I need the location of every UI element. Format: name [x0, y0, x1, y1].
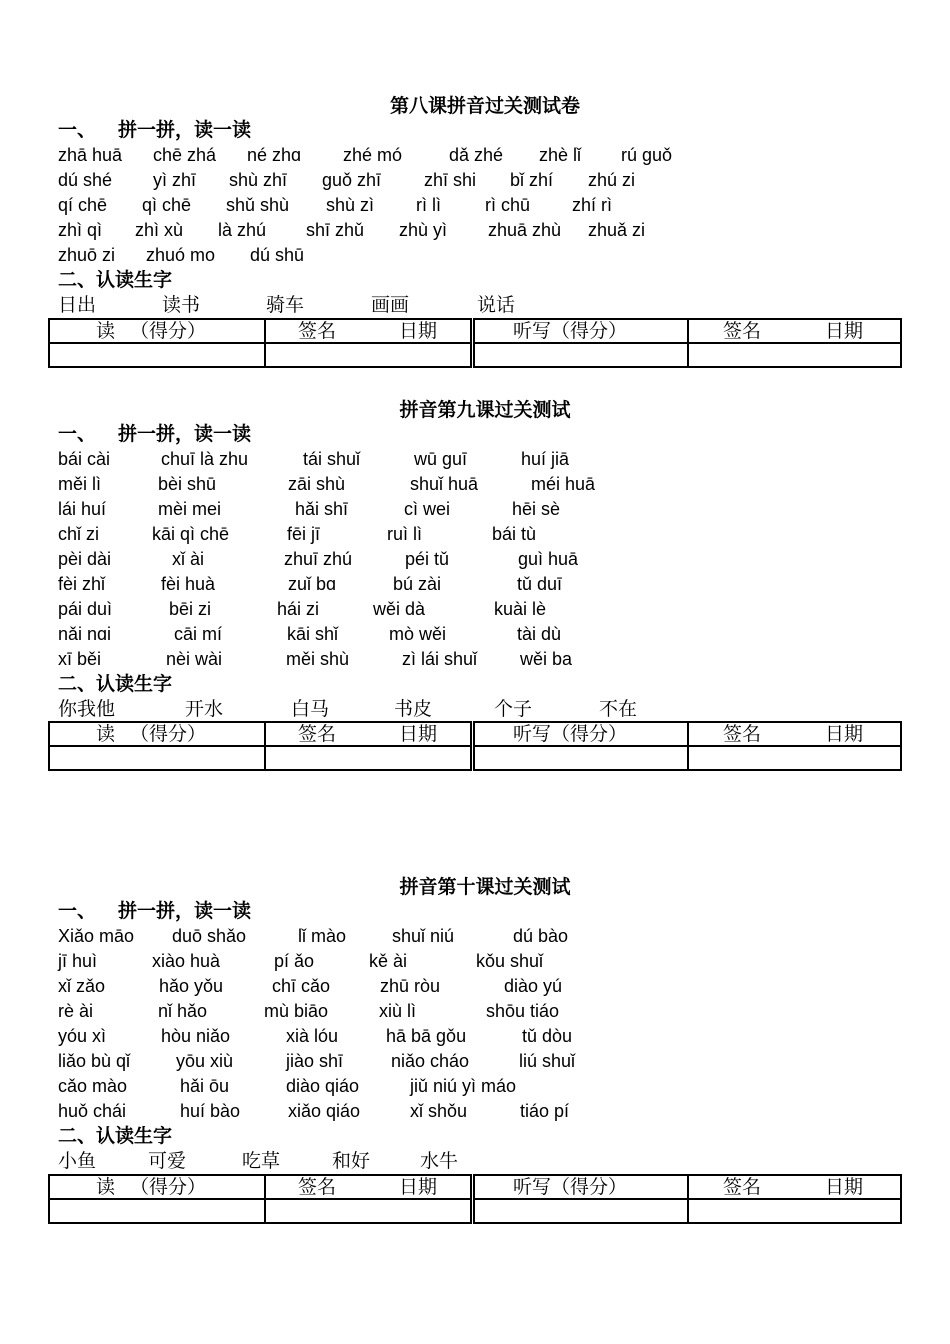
lesson-9-part1-heading: 一、 拼一拼，读一读 [58, 423, 252, 445]
pinyin-row: zhā huā chē zhá né zhɑ zhé mó dǎ zhé zhè lǐ rú guǒ [58, 145, 673, 165]
pinyin-row: jī huì xiào huà pí ǎo kě ài kǒu shuǐ [58, 951, 544, 971]
lesson-8-score-table [48, 318, 902, 368]
lesson-9-title: 拼音第九课过关测试 [399, 399, 571, 421]
pinyin-row: rè ài nǐ hǎo mù biāo xiù lì shōu tiáo [58, 1001, 560, 1021]
score-table-blank-row [49, 343, 901, 367]
lesson-8-section [58, 94, 902, 318]
pinyin-row: nǎi nɑi cāi mí kāi shǐ mò wěi tài dù [58, 624, 562, 644]
pinyin-row: pái duì bēi zi hái zi wěi dà kuài lè [58, 599, 547, 619]
lesson-8-part1-heading: 一、 拼一拼，读一读 [58, 119, 252, 141]
lesson-9-section [58, 398, 902, 722]
pinyin-row: bái cài chuī là zhu tái shuǐ wū guī huí jiā [58, 449, 570, 469]
score-table-blank-row [49, 746, 901, 770]
lesson-10-title: 拼音第十课过关测试 [399, 876, 571, 898]
read-sign-date-cell[interactable] [265, 1199, 473, 1223]
lesson-10-part2-heading: 二、认读生字 [58, 1125, 173, 1147]
lesson-8-title: 第八课拼音过关测试卷 [389, 95, 580, 117]
characters-row: 小鱼 可爱 吃草 和好 水牛 [58, 1150, 459, 1172]
dictation-sign-date-cell[interactable] [688, 1199, 901, 1223]
pinyin-row: qí chē qì chē shǔ shù shù zì rì lì rì chū zhí rì [58, 195, 613, 215]
dictation-score-cell[interactable] [473, 343, 689, 367]
pinyin-row: chǐ zi kāi qì chē fēi jī ruì lì bái tù [58, 524, 537, 544]
pinyin-row: xǐ zǎo hǎo yǒu chī cǎo zhū ròu diào yú [58, 976, 563, 996]
pinyin-row: lái huí mèi mei hǎi shī cì wei hēi sè [58, 499, 561, 519]
pinyin-row: yóu xì hòu niǎo xià lóu hā bā gǒu tǔ dòu [58, 1026, 573, 1046]
score-table-blank-row [49, 1199, 901, 1223]
dictation-score-cell[interactable] [473, 1199, 689, 1223]
read-score-cell[interactable] [49, 746, 265, 770]
pinyin-row: huǒ chái huí bào xiǎo qiáo xǐ shǒu tiáo pí [58, 1101, 570, 1121]
dictation-sign-date-cell[interactable] [688, 343, 901, 367]
dictation-sign-date-cell[interactable] [688, 746, 901, 770]
pinyin-row: zhuō zi zhuó mo dú shū [58, 245, 305, 265]
lesson-10-score-table [48, 1174, 902, 1224]
pinyin-row: dú shé yì zhī shù zhī guǒ zhī zhī shi bǐ zhí zhú zi [58, 170, 636, 190]
pinyin-row: pèi dài xǐ ài zhuī zhú péi tǔ guì huā [58, 549, 579, 569]
dictation-score-cell[interactable] [473, 746, 689, 770]
score-table-header: 读 （得分） 签名 日期 听写（得分） 签名 日期 [49, 722, 901, 746]
lesson-10-section [58, 875, 902, 1174]
pinyin-row: fèi zhǐ fèi huà zuǐ bɑ bú zài tǔ duī [58, 574, 563, 594]
pinyin-row: liǎo bù qǐ yōu xiù jiào shī niǎo cháo liú shuǐ [58, 1051, 576, 1071]
pinyin-row: zhì qì zhì xù là zhú shī zhǔ zhù yì zhuā zhù zhuǎ zi [58, 220, 646, 240]
characters-row: 日出 读书 骑车 画画 说话 [58, 294, 516, 316]
read-score-cell[interactable] [49, 343, 265, 367]
score-table-header: 读 （得分） 签名 日期 听写（得分） 签名 日期 [49, 1175, 901, 1199]
lesson-8-part2-heading: 二、认读生字 [58, 269, 173, 291]
lesson-10-part1-heading: 一、 拼一拼，读一读 [58, 900, 252, 922]
lesson-9-part2-heading: 二、认读生字 [58, 673, 173, 695]
characters-row: 你我他 开水 白马 书皮 个子 不在 [58, 698, 638, 720]
pinyin-row: cǎo mào hǎi ōu diào qiáo jiǔ niú yì máo [58, 1076, 517, 1096]
pinyin-row: xī běi nèi wài měi shù zì lái shuǐ wěi ba [58, 649, 573, 669]
pinyin-row: měi lì bèi shū zāi shù shuǐ huā méi huā [58, 474, 596, 494]
read-sign-date-cell[interactable] [265, 343, 473, 367]
score-table-header: 读 （得分） 签名 日期 听写（得分） 签名 日期 [49, 319, 901, 343]
read-sign-date-cell[interactable] [265, 746, 473, 770]
lesson-9-score-table [48, 721, 902, 771]
pinyin-row: Xiǎo māo duō shǎo lǐ mào shuǐ niú dú bào [58, 926, 569, 946]
read-score-cell[interactable] [49, 1199, 265, 1223]
